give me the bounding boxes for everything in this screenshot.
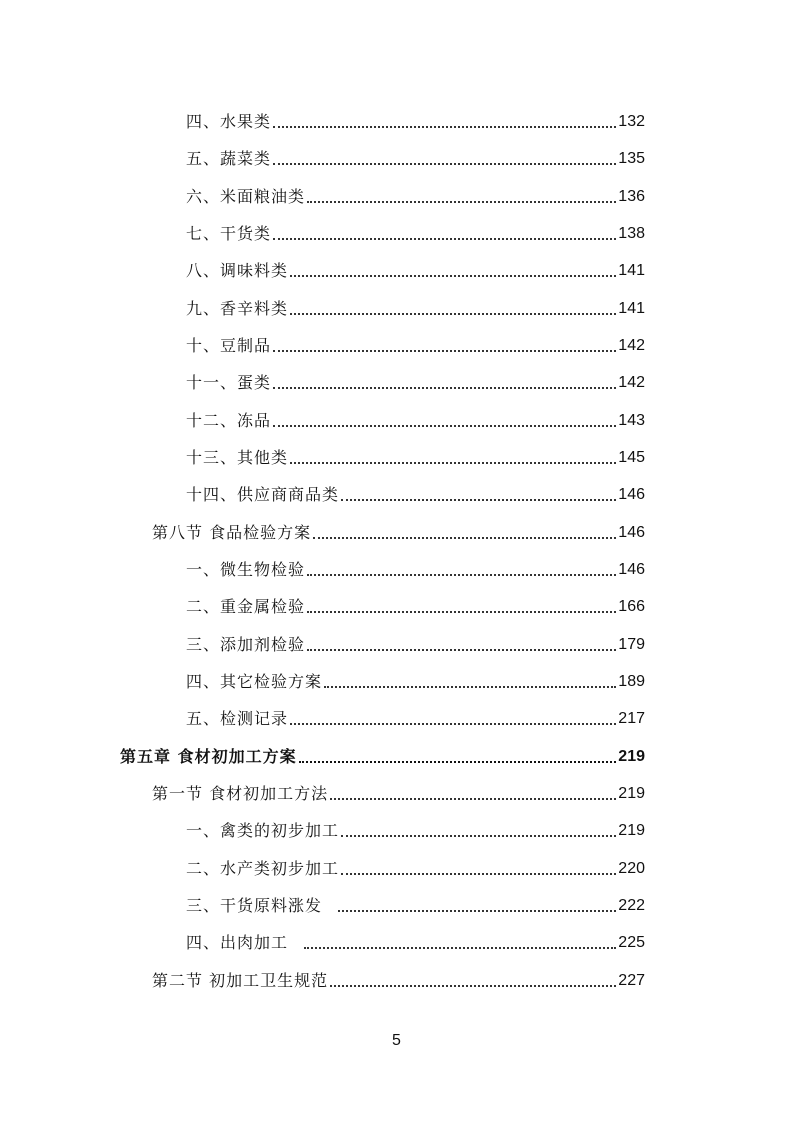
dot-leader xyxy=(273,387,616,389)
toc-entry-title: 十四、供应商商品类 xyxy=(186,485,340,504)
toc-entry-title: 三、添加剂检验 xyxy=(186,635,306,654)
toc-entry-page: 219 xyxy=(618,785,645,802)
toc-entry-page: 217 xyxy=(618,710,645,727)
toc-entry-page: 138 xyxy=(618,225,645,242)
toc-entry-title: 四、其它检验方案 xyxy=(186,672,323,691)
toc-entry[interactable] xyxy=(186,481,645,505)
toc-entry-page: 189 xyxy=(618,673,645,690)
toc-entry-page: 145 xyxy=(618,449,645,466)
toc-entry-page: 179 xyxy=(618,636,645,653)
dot-leader xyxy=(273,425,616,427)
toc-entry-title: 四、水果类 xyxy=(186,112,272,131)
dot-leader xyxy=(273,350,616,352)
toc-entry-title: 五、蔬菜类 xyxy=(186,149,272,168)
toc-entry-section[interactable] xyxy=(152,780,645,804)
toc-entry-page: 166 xyxy=(618,598,645,615)
toc-entry-page: 146 xyxy=(618,486,645,503)
dot-leader xyxy=(341,873,616,875)
dot-leader xyxy=(290,462,616,464)
dot-leader xyxy=(313,537,616,539)
dot-leader xyxy=(299,761,617,763)
toc-entry-title: 十、豆制品 xyxy=(186,336,272,355)
toc-entry-page: 219 xyxy=(618,748,645,765)
toc-entry[interactable] xyxy=(186,855,645,879)
toc-entry-page: 136 xyxy=(618,188,645,205)
toc-entry-title: 七、干货类 xyxy=(186,224,272,243)
toc-entry-page: 220 xyxy=(618,860,645,877)
toc-entry[interactable] xyxy=(186,593,645,617)
toc-entry-title: 五、检测记录 xyxy=(186,709,289,728)
dot-leader xyxy=(273,126,616,128)
toc-entry[interactable] xyxy=(186,257,645,281)
toc-entry-page: 141 xyxy=(618,262,645,279)
toc-entry-title: 第八节 食品检验方案 xyxy=(152,523,312,542)
toc-entry-title: 一、禽类的初步加工 xyxy=(186,821,340,840)
toc-entry-title: 十三、其他类 xyxy=(186,448,289,467)
toc-entry-page: 146 xyxy=(618,524,645,541)
dot-leader xyxy=(290,275,616,277)
toc-entry-title: 二、重金属检验 xyxy=(186,597,306,616)
toc-entry[interactable] xyxy=(186,631,645,655)
toc-entry[interactable] xyxy=(186,929,645,953)
toc-entry-title: 三、干货原料涨发 xyxy=(186,896,323,915)
toc-entry-title: 四、出肉加工 xyxy=(186,933,289,952)
toc-entry[interactable] xyxy=(186,705,645,729)
dot-leader xyxy=(307,611,616,613)
dot-leader xyxy=(338,910,616,912)
toc-entry[interactable] xyxy=(186,407,645,431)
dot-leader xyxy=(341,835,616,837)
toc-entry-title: 第五章 食材初加工方案 xyxy=(120,747,297,766)
toc-entry-page: 222 xyxy=(618,897,645,914)
toc-entry[interactable] xyxy=(186,332,645,356)
dot-leader xyxy=(273,238,616,240)
toc-entry-title: 十二、冻品 xyxy=(186,411,272,430)
dot-leader xyxy=(341,499,616,501)
dot-leader xyxy=(307,201,616,203)
toc-entry-page: 143 xyxy=(618,412,645,429)
toc-entry[interactable] xyxy=(186,817,645,841)
toc-entry-title: 二、水产类初步加工 xyxy=(186,859,340,878)
dot-leader xyxy=(304,947,616,949)
dot-leader xyxy=(307,649,616,651)
dot-leader xyxy=(307,574,616,576)
dot-leader xyxy=(330,985,616,987)
toc-entry-title: 十一、蛋类 xyxy=(186,373,272,392)
dot-leader xyxy=(273,163,616,165)
toc-entry-page: 132 xyxy=(618,113,645,130)
dot-leader xyxy=(324,686,616,688)
toc-entry[interactable] xyxy=(186,369,645,393)
toc-entry[interactable] xyxy=(186,183,645,207)
toc-entry[interactable] xyxy=(186,892,645,916)
toc-entry-title: 第二节 初加工卫生规范 xyxy=(152,971,329,990)
dot-leader xyxy=(330,798,616,800)
dot-leader xyxy=(290,723,616,725)
toc-entry[interactable] xyxy=(186,220,645,244)
toc-entry[interactable] xyxy=(186,668,645,692)
toc-entry-page: 135 xyxy=(618,150,645,167)
toc-entry-title: 八、调味料类 xyxy=(186,261,289,280)
toc-entry-title: 第一节 食材初加工方法 xyxy=(152,784,329,803)
toc-entry-page: 142 xyxy=(618,337,645,354)
dot-leader xyxy=(290,313,616,315)
toc-entry[interactable] xyxy=(186,295,645,319)
toc-entry-section[interactable] xyxy=(152,967,645,991)
toc-entry[interactable] xyxy=(186,108,645,132)
toc-entry-title: 六、米面粮油类 xyxy=(186,187,306,206)
toc-entry-page: 219 xyxy=(618,822,645,839)
toc-entry-chapter[interactable] xyxy=(120,743,645,767)
toc-entry-page: 141 xyxy=(618,300,645,317)
toc-entry-page: 146 xyxy=(618,561,645,578)
toc-entry[interactable] xyxy=(186,145,645,169)
toc-entry-page: 142 xyxy=(618,374,645,391)
toc-entry-section[interactable] xyxy=(152,519,645,543)
page-number: 5 xyxy=(392,1032,401,1049)
toc-entry-page: 225 xyxy=(618,934,645,951)
toc-entry[interactable] xyxy=(186,556,645,580)
toc-entry-title: 九、香辛料类 xyxy=(186,299,289,318)
toc-entry-title: 一、微生物检验 xyxy=(186,560,306,579)
toc-entry[interactable] xyxy=(186,444,645,468)
toc-entry-page: 227 xyxy=(618,972,645,989)
